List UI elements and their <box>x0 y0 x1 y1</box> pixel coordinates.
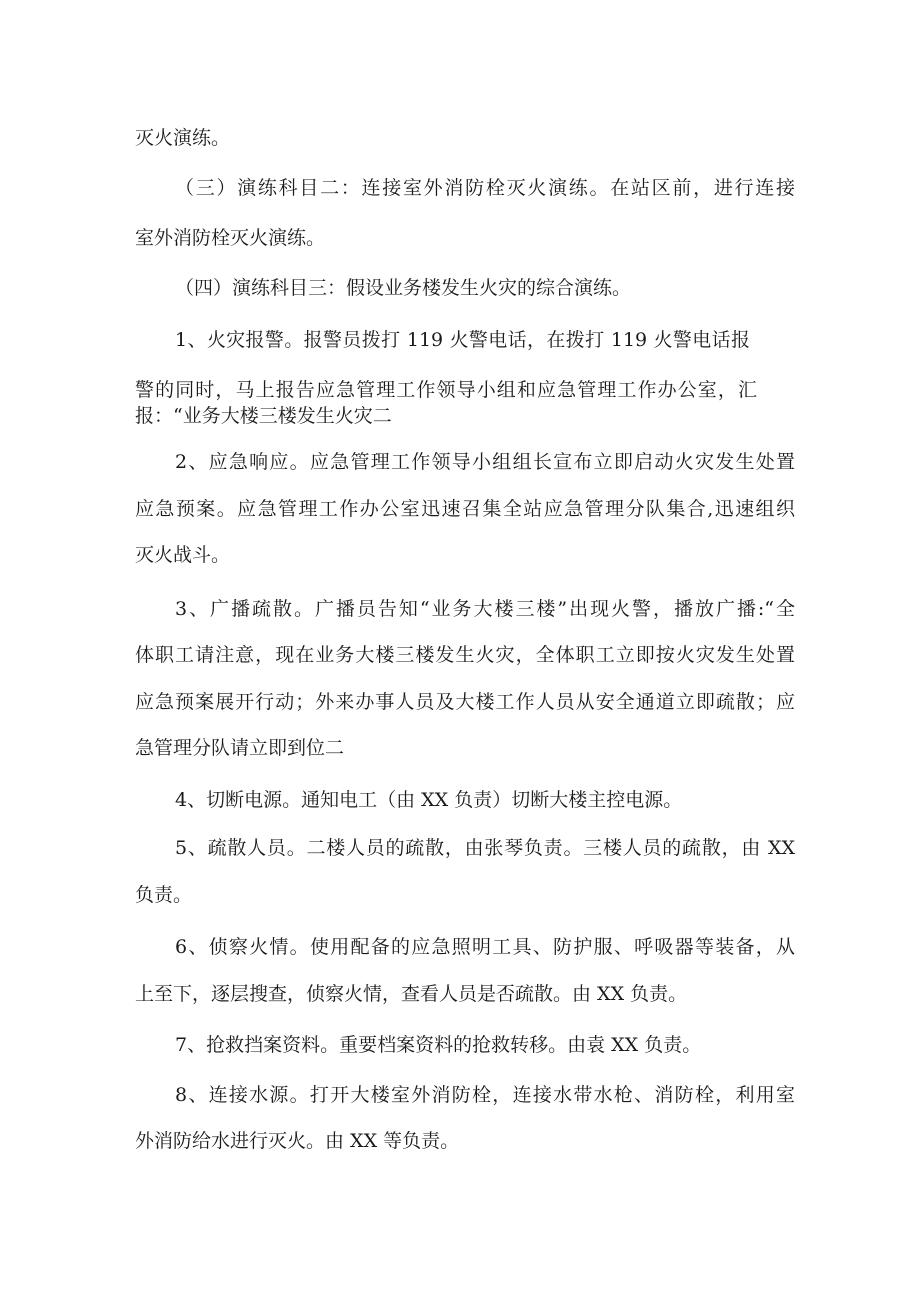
paragraph-line: 应急预案。应急管理工作办公室迅速召集全站应急管理分队集合,迅速组织 <box>135 498 795 520</box>
paragraph-line: 4、切断电源。通知电工（由 XX 负责）切断大楼主控电源。 <box>175 789 683 811</box>
paragraph-line: （四）演练科目三：假设业务楼发生火灾的综合演练。 <box>175 277 632 299</box>
paragraph-line: 1、火灾报警。报警员拨打 119 火警电话，在拨打 119 火警电话报 <box>175 329 750 351</box>
paragraph-line: 负责。 <box>135 884 193 906</box>
paragraph-line: （三）演练科目二：连接室外消防栓灭火演练。在站区前，进行连接 <box>175 177 795 199</box>
paragraph-line: 应急预案展开行动；外来办事人员及大楼工作人员从安全通道立即疏散；应 <box>135 691 795 713</box>
paragraph-line: 2、应急响应。应急管理工作领导小组组长宣布立即启动火灾发生处置 <box>175 451 795 473</box>
paragraph-line: 灭火战斗。 <box>135 544 231 566</box>
paragraph-line: 7、抢救挡案资料。重要档案资料的抢救转移。由袁 XX 负责。 <box>175 1034 702 1056</box>
paragraph-line: 5、疏散人员。二楼人员的疏散，由张琴负责。三楼人员的疏散，由 XX <box>175 837 795 859</box>
paragraph-line: 外消防给水进行灭火。由 XX 等负责。 <box>135 1130 460 1152</box>
paragraph-line: 体职工请注意，现在业务大楼三楼发生火灾，全体职工立即按火灾发生处置 <box>135 644 795 666</box>
paragraph-line: 3、广播疏散。广播员告知“业务大楼三楼”出现火警，播放广播:“全 <box>175 598 795 620</box>
paragraph-line: 急管理分队请立即到位二 <box>135 737 345 759</box>
paragraph-line: 6、侦察火情。使用配备的应急照明工具、防护服、呼吸器等装备，从 <box>175 936 795 958</box>
paragraph-line: 8、连接水源。打开大楼室外消防栓，连接水带水枪、消防栓，利用室 <box>175 1084 795 1106</box>
paragraph-line: 上至下，逐层搜查，侦察火情，查看人员是否疏散。由 XX 负责。 <box>135 983 688 1005</box>
paragraph-line: 灭火演练。 <box>135 127 231 149</box>
paragraph-line: 室外消防栓灭火演练。 <box>135 227 326 249</box>
paragraph-line: 报：“业务大楼三楼发生火灾二 <box>135 405 392 427</box>
paragraph-line: 警的同时，马上报告应急管理工作领导小组和应急管理工作办公室，汇 <box>135 379 757 401</box>
